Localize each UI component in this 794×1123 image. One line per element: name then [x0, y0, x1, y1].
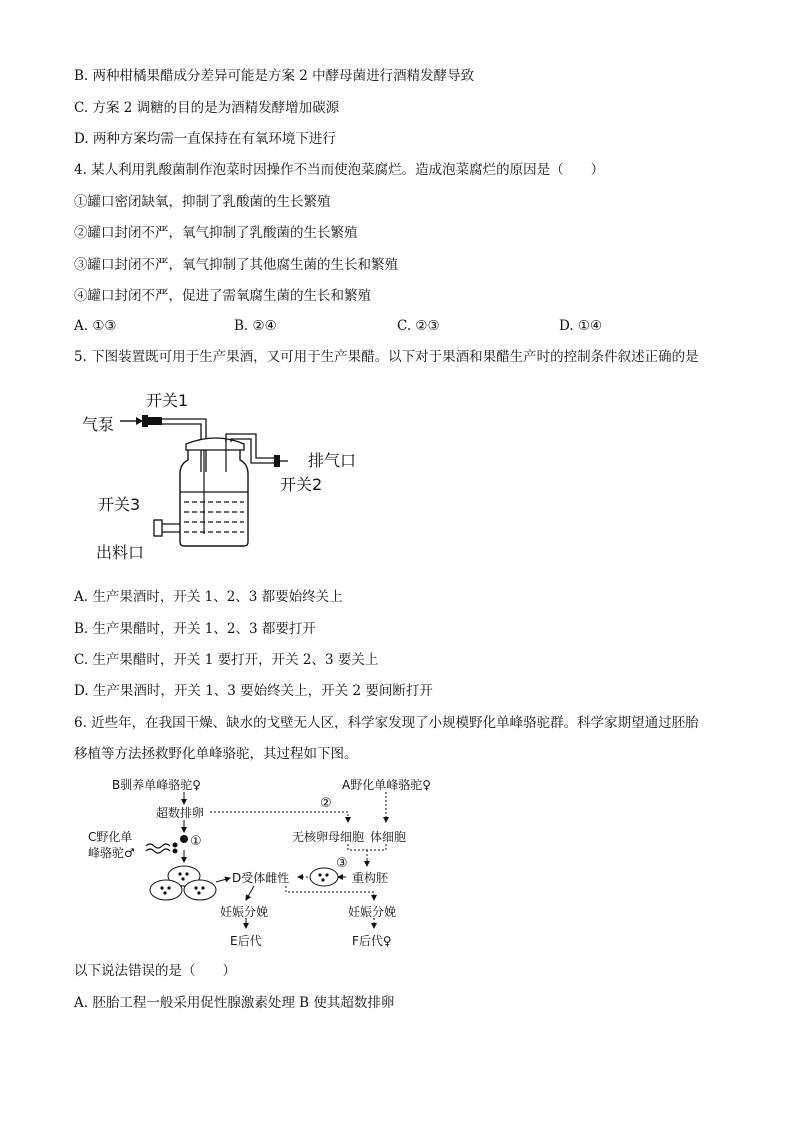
embryo-cluster-left [150, 866, 216, 900]
q4-stem: 4. 某人利用乳酸菌制作泡菜时因操作不当而使泡菜腐烂。造成泡菜腐烂的原因是（ ） [74, 162, 605, 178]
fermentation-apparatus-figure [76, 384, 376, 574]
outlet-label: 出料口 [96, 543, 145, 562]
arrow-embryo-to-recipient [216, 878, 230, 882]
pump-label: 气泵 [82, 415, 115, 434]
switch1-body [148, 417, 162, 425]
switch2-label: 开关2 [280, 475, 323, 494]
q5-stem: 5. 下图装置既可用于生产果酒，又可用于生产果醋。以下对于果酒和果醋生产时的控制条件叙述正确的是 [74, 349, 699, 365]
q6-stem-line2: 移植等方法拯救野化单峰骆驼，其过程如下图。 [74, 746, 358, 762]
f-offspring-label: F后代♀ [352, 934, 392, 948]
camel-cloning-figure [86, 772, 431, 950]
switch3-valve [154, 520, 162, 536]
pump-arrowhead [136, 417, 143, 425]
sperm-head-icon-2 [173, 849, 178, 854]
arrow-oocyte-to-enucleation [210, 812, 348, 822]
q4-item-3: ③罐口封闭不严，氧气抑制了其他腐生菌的生长和繁殖 [74, 257, 398, 273]
e-offspring-label: E后代 [230, 934, 262, 948]
q5-option-c: C. 生产果醋时，开关 1 要打开，开关 2、3 要关上 [74, 652, 379, 668]
recipient-label: D受体雌性 [232, 871, 290, 885]
reconstructed-embryo-label: 重构胚 [352, 871, 389, 885]
q5-option-d: D. 生产果酒时，开关 1、3 要始终关上，开关 2 要间断打开 [74, 683, 433, 699]
q4-option-a: A. ①③ [74, 318, 117, 334]
switch1-label: 开关1 [146, 391, 189, 410]
q4-item-4: ④罐口封闭不严，促进了需氧腐生菌的生长和繁殖 [74, 288, 371, 304]
arrow-recipient-left-pregnancy [246, 886, 254, 900]
pregnancy-right-label: 妊娠分娩 [348, 905, 397, 919]
c-camel-label-2: 峰骆驼♂ [88, 846, 135, 860]
q5-option-a: A. 生产果酒时，开关 1、2、3 都要始终关上 [74, 589, 343, 605]
enucleated-egg-label: 无核卵母细胞 [292, 830, 365, 844]
switch3-label: 开关3 [98, 495, 141, 514]
outlet-tube [162, 524, 180, 532]
bracket-nuclear-transfer [348, 844, 386, 862]
q5-option-b: B. 生产果醋时，开关 1、2、3 都要打开 [74, 621, 316, 637]
arrow-recipient-right-pregnancy [286, 886, 374, 900]
q4-option-b: B. ②④ [234, 318, 277, 334]
camel-cloning-diagram [86, 772, 426, 950]
q3-option-d: D. 两种方案均需一直保持在有氧环境下进行 [74, 131, 336, 147]
b-camel-label: B驯养单峰骆驼♀ [112, 778, 202, 792]
step2-label: ② [320, 796, 332, 811]
somatic-cell-label: 体细胞 [370, 830, 407, 844]
c-camel-label-1: C野化单 [88, 830, 133, 844]
exhaust-label: 排气口 [308, 451, 357, 470]
switch2-valve [274, 455, 280, 467]
step3-label: ③ [336, 856, 348, 871]
egg-icon [180, 835, 188, 843]
bottle [180, 450, 248, 546]
q6-option-a: A. 胚胎工程一般采用促性腺激素处理 B 使其超数排卵 [74, 995, 395, 1011]
step1-label: ① [190, 834, 202, 849]
sperm-head-icon [173, 843, 178, 848]
switch1-valve [142, 415, 148, 427]
pregnancy-left-label: 妊娠分娩 [220, 905, 269, 919]
q3-option-c: C. 方案 2 调糖的目的是为酒精发酵增加碳源 [74, 100, 340, 116]
sperm-icon [146, 844, 170, 853]
q3-option-b: B. 两种柑橘果醋成分差异可能是方案 2 中酵母菌进行酒精发酵导致 [74, 68, 475, 84]
bottle-stopper [186, 438, 244, 450]
q6-question: 以下说法错误的是（ ） [74, 963, 236, 979]
q4-option-c: C. ②③ [397, 318, 440, 334]
liquid-hatch [184, 502, 244, 532]
q6-stem-line1: 6. 近些年，在我国干燥、缺水的戈壁无人区，科学家发现了小规模野化单峰骆驼群。科学家期望通过胚胎 [74, 715, 699, 731]
a-camel-label: A野化单峰骆驼♀ [342, 778, 431, 792]
q4-option-d: D. ①④ [559, 318, 603, 334]
q4-item-1: ①罐口密闭缺氧，抑制了乳酸菌的生长繁殖 [74, 194, 331, 210]
superovulation-label: 超数排卵 [156, 806, 205, 820]
q4-item-2: ②罐口封闭不严，氧气抑制了乳酸菌的生长繁殖 [74, 225, 358, 241]
embryo-right [310, 868, 338, 886]
